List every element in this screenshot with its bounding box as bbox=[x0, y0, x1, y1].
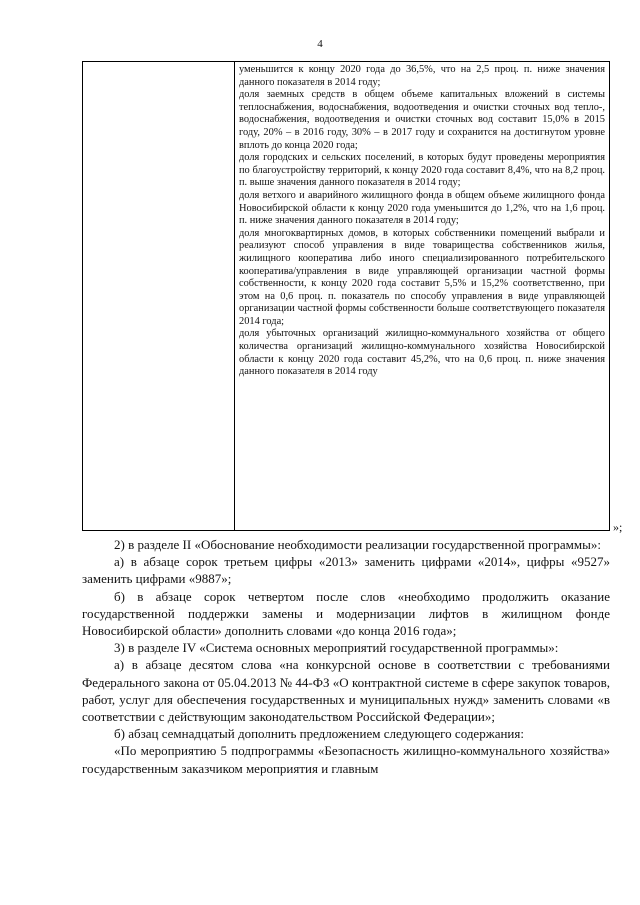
closing-quote-mark: »; bbox=[613, 520, 623, 534]
table-item: доля многоквартирных домов, в которых собственники помещений выбрали и реализуют способ управления в виде товарищества собственников жилья, жилищного кооператива либо иного специализированного потребительского кооператива/управления в виде управляющей организации частной формы собственности, к концу 2020 года составит 5,5% и 15,2% соответственно, при этом на 0,6 проц. п. показатель по способу управления в виде управляющей организации частной формы собственности больше соответствующего показателя 2014 года; bbox=[239, 227, 605, 327]
table-item: доля городских и сельских поселений, в которых будут проведены мероприятия по благоустройству территорий, к концу 2020 года составит 8,4%, что на 8,2 проц. п. выше значения данного показателя в 2014 году; bbox=[239, 152, 605, 189]
table-left-cell bbox=[83, 62, 235, 530]
paragraph: а) в абзаце сорок третьем цифры «2013» заменить цифрами «2014», цифры «9527» заменить цифрами «9887»; bbox=[82, 554, 610, 587]
document-body bbox=[82, 536, 610, 777]
table-item: доля ветхого и аварийного жилищного фонда в общем объеме жилищного фонда Новосибирской области к концу 2020 года уменьшится до 1,2%, что на 1,6 проц. п. ниже значения данного показателя в 2014 году; bbox=[239, 189, 605, 227]
paragraph: а) в абзаце десятом слова «на конкурсной основе в соответствии с требованиями Федерального закона от 05.04.2013 № 44-ФЗ «О контрактной системе в сфере закупок товаров, работ, услуг для обеспечения государственных и муниципальных нужд» заменить словами «в соответствии с действующим законодательством Российской Федерации»; bbox=[82, 657, 610, 725]
indicators-table bbox=[82, 61, 610, 531]
paragraph: 3) в разделе IV «Система основных мероприятий государственной программы»: bbox=[114, 640, 559, 656]
table-item: доля заемных средств в общем объеме капитальных вложений в системы теплоснабжения, водоснабжения, водоотведения и очистки сточных вод тепло-, водоснабжения, водоотведения и очистки сточных вод составит 15,0% в 2015 году, 20% – в 2016 году, 30% – в 2017 году и сохранится на достигнутом уровне вплоть до конца 2020 года; bbox=[239, 89, 605, 151]
table-item: доля убыточных организаций жилищно-коммунального хозяйства от общего количества организаций жилищно-коммунального хозяйства Новосибирской области к концу 2020 года составит 45,2%, что на 0,6 проц. п. ниже значения данного показателя в 2014 году bbox=[239, 328, 605, 378]
paragraph: б) в абзаце сорок четвертом после слов «необходимо продолжить оказание государственной поддержки замены и модернизации лифтов в жилищном фонде Новосибирской области» дополнить словами «до конца 2016 года»; bbox=[82, 588, 610, 639]
table-right-cell bbox=[235, 62, 609, 530]
paragraph: «По мероприятию 5 подпрограммы «Безопасность жилищно-коммунального хозяйства» государственным заказчиком мероприятия и главным bbox=[82, 743, 610, 776]
paragraph: б) абзац семнадцатый дополнить предложением следующего содержания: bbox=[114, 726, 524, 742]
table-item: уменьшится к концу 2020 года до 36,5%, что на 2,5 проц. п. ниже значения данного показателя в 2014 году; bbox=[239, 64, 605, 88]
page-number: 4 bbox=[317, 38, 323, 50]
paragraph: 2) в разделе II «Обоснование необходимости реализации государственной программы»: bbox=[114, 537, 601, 552]
